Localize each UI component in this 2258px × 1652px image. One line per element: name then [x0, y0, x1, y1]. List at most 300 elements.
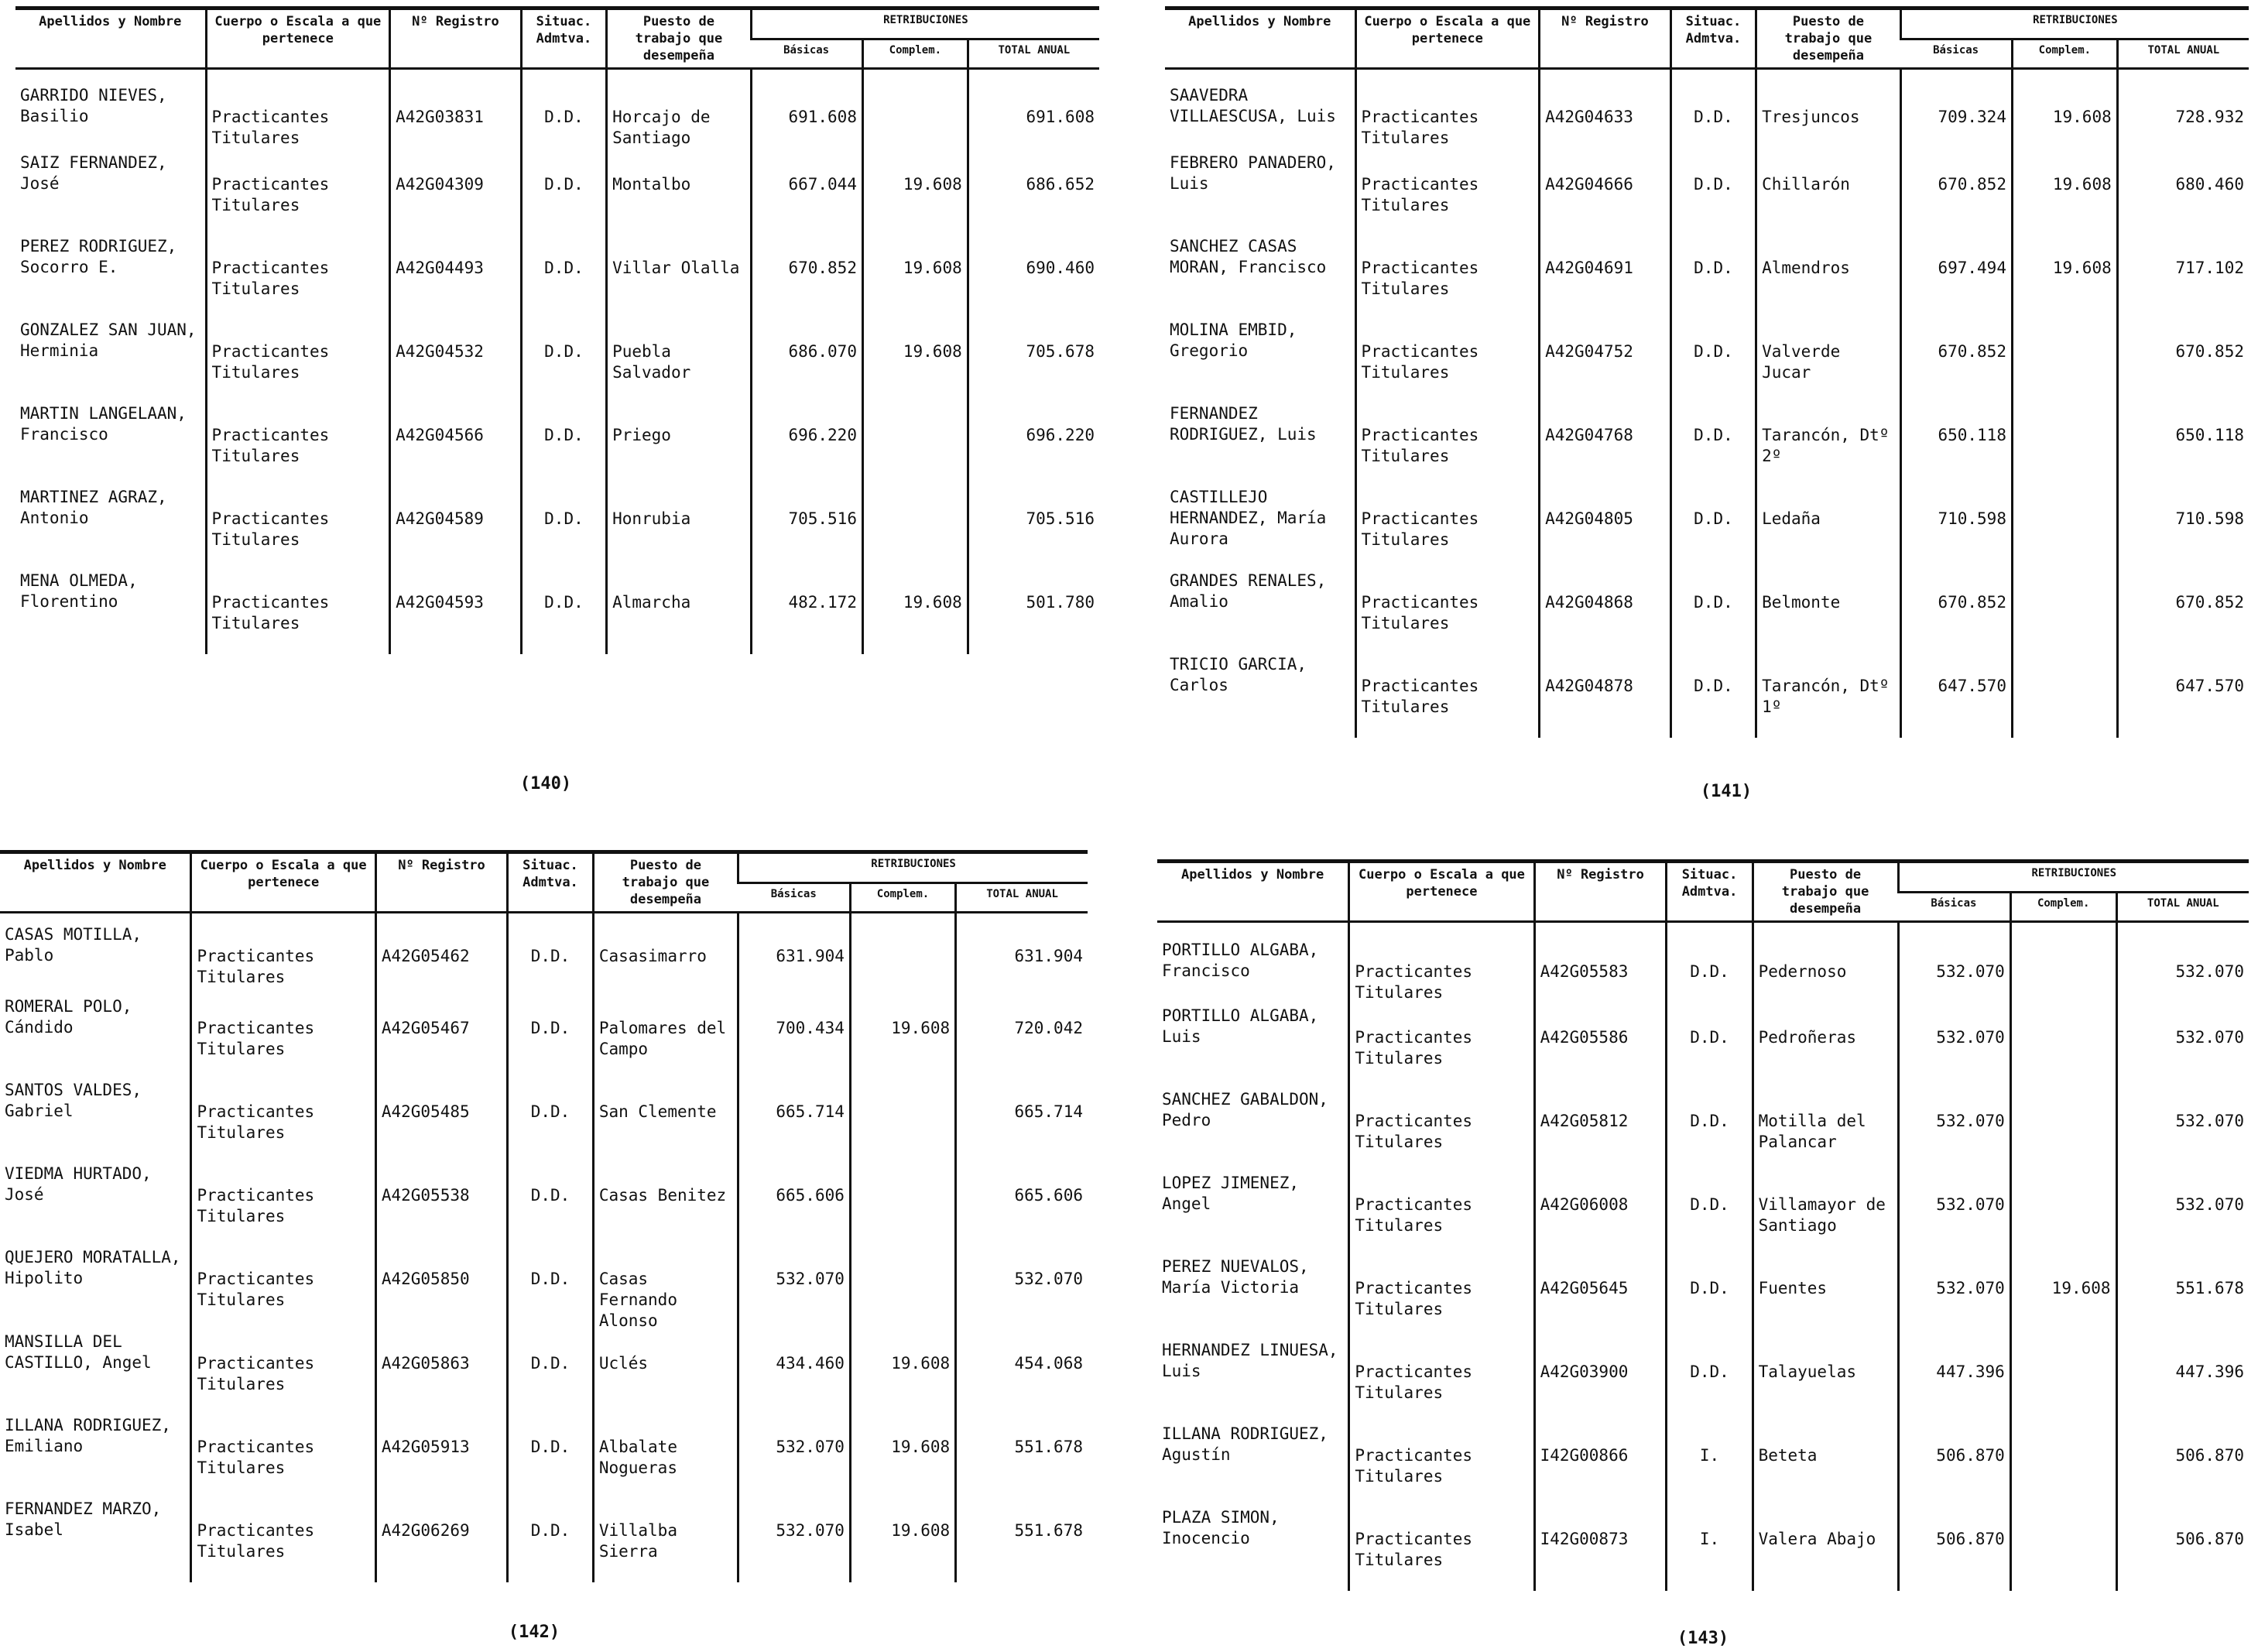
- cell-nombre: PEREZ RODRIGUEZ, Socorro E.: [20, 236, 177, 276]
- cell-situac: D.D.: [1667, 1173, 1753, 1256]
- cell-situac: D.D.: [521, 320, 606, 403]
- cell-registro: A42G05586: [1534, 1006, 1667, 1089]
- header-registro: Nº Registro: [1534, 862, 1667, 922]
- table-row: [15, 403, 1099, 487]
- cell-basicas: 696.220: [751, 403, 862, 487]
- cell-basicas: 691.608: [751, 69, 862, 153]
- cell-complem: 19.608: [862, 320, 968, 403]
- cell-cuerpo: Practicantes Titulares: [206, 571, 390, 654]
- cell-puesto: Honrubia: [607, 487, 752, 571]
- cell-situac: D.D.: [1670, 403, 1756, 487]
- cell-total: 705.678: [968, 320, 1099, 403]
- cell-complem: 19.608: [2012, 153, 2117, 236]
- header-cuerpo: Cuerpo o Escala a que pertenece: [1349, 862, 1534, 922]
- header-retribuciones: RETRIBUCIONES: [738, 852, 1088, 883]
- header-situac: Situac. Admtva.: [508, 852, 594, 913]
- cell-nombre: MANSILLA DEL CASTILLO, Angel: [5, 1332, 152, 1372]
- cell-cuerpo: Practicantes Titulares: [1355, 236, 1540, 320]
- cell-nombre: LOPEZ JIMENEZ, Angel: [1162, 1173, 1300, 1213]
- table-panel-141: [1165, 6, 2249, 715]
- cell-nombre: FERNANDEZ MARZO, Isabel: [5, 1499, 162, 1539]
- cell-registro: A42G03900: [1534, 1340, 1667, 1424]
- header-total: TOTAL ANUAL: [968, 39, 1099, 68]
- cell-complem: [2012, 487, 2117, 571]
- cell-basicas: 709.324: [1900, 69, 2012, 153]
- header-situac: Situac. Admtva.: [1670, 9, 1756, 69]
- cell-cuerpo: Practicantes Titulares: [1355, 487, 1540, 571]
- table-row: [1157, 1173, 2249, 1256]
- cell-registro: A42G04589: [390, 487, 522, 571]
- cell-basicas: 665.714: [738, 1080, 851, 1164]
- cell-situac: D.D.: [521, 69, 606, 153]
- cell-registro: A42G05850: [375, 1247, 507, 1332]
- cell-registro: A42G06269: [375, 1499, 507, 1582]
- cell-total: 532.070: [2116, 922, 2249, 1006]
- cell-nombre: PORTILLO ALGABA, Francisco: [1162, 941, 1319, 980]
- cell-nombre: MENA OLMEDA, Florentino: [20, 571, 138, 611]
- table-row: [15, 236, 1099, 320]
- cell-basicas: 670.852: [1900, 153, 2012, 236]
- cell-complem: 19.608: [2010, 1256, 2116, 1340]
- table-caption: (140): [519, 774, 572, 793]
- cell-puesto: Puebla Salvador: [607, 320, 752, 403]
- cell-total: 551.678: [2116, 1256, 2249, 1340]
- cell-total: 532.070: [956, 1247, 1088, 1332]
- cell-nombre: FEBRERO PANADERO, Luis: [1170, 153, 1336, 193]
- header-complem: Complem.: [850, 883, 955, 912]
- cell-basicas: 447.396: [1898, 1340, 2010, 1424]
- cell-basicas: 700.434: [738, 996, 851, 1080]
- cell-cuerpo: Practicantes Titulares: [1355, 403, 1540, 487]
- cell-total: 506.870: [2116, 1507, 2249, 1591]
- cell-situac: D.D.: [521, 236, 606, 320]
- cell-basicas: 670.852: [1900, 571, 2012, 654]
- header-puesto: Puesto de trabajo que desempeña: [1753, 862, 1898, 922]
- cell-nombre: MOLINA EMBID, Gregorio: [1170, 320, 1297, 360]
- cell-total: 551.678: [956, 1499, 1088, 1582]
- cell-registro: A42G05467: [375, 996, 507, 1080]
- cell-complem: 19.608: [862, 571, 968, 654]
- table-caption: (143): [1677, 1629, 1729, 1648]
- table-panel-140: [15, 6, 1099, 715]
- header-complem: Complem.: [862, 39, 968, 68]
- cell-nombre: SANCHEZ CASAS MORAN, Francisco: [1170, 236, 1327, 276]
- table-row: [1157, 1340, 2249, 1424]
- cell-registro: A42G04868: [1540, 571, 1671, 654]
- cell-complem: [2010, 1507, 2116, 1591]
- cell-puesto: Tarancón, Dtº 1º: [1756, 654, 1901, 738]
- table-row: [15, 487, 1099, 571]
- header-total: TOTAL ANUAL: [2117, 39, 2249, 68]
- cell-cuerpo: Practicantes Titulares: [1349, 1256, 1534, 1340]
- table-row: [1165, 571, 2249, 654]
- cell-nombre: CASAS MOTILLA, Pablo: [5, 925, 142, 965]
- cell-total: 720.042: [956, 996, 1088, 1080]
- cell-registro: A42G04493: [390, 236, 522, 320]
- cell-basicas: 647.570: [1900, 654, 2012, 738]
- table-panel-142: [0, 850, 1088, 1561]
- cell-puesto: Ledaña: [1756, 487, 1901, 571]
- cell-total: 647.570: [2117, 654, 2249, 738]
- cell-basicas: 670.852: [751, 236, 862, 320]
- cell-nombre: CASTILLEJO HERNANDEZ, María Aurora: [1170, 487, 1327, 548]
- header-situac: Situac. Admtva.: [521, 9, 606, 69]
- cell-basicas: 532.070: [1898, 922, 2010, 1006]
- cell-cuerpo: Practicantes Titulares: [206, 236, 390, 320]
- cell-situac: D.D.: [521, 487, 606, 571]
- cell-complem: [2010, 1089, 2116, 1173]
- cell-cuerpo: Practicantes Titulares: [1349, 922, 1534, 1006]
- table-row: [0, 996, 1088, 1080]
- cell-total: 705.516: [968, 487, 1099, 571]
- table-row: [1165, 236, 2249, 320]
- cell-situac: D.D.: [508, 1247, 594, 1332]
- cell-total: 691.608: [968, 69, 1099, 153]
- header-retribuciones: RETRIBUCIONES: [1898, 862, 2249, 893]
- table-row: [15, 320, 1099, 403]
- table-row: [15, 153, 1099, 236]
- cell-puesto: Almarcha: [607, 571, 752, 654]
- table-row: [1165, 403, 2249, 487]
- table-row: [1165, 153, 2249, 236]
- table-caption: (141): [1700, 782, 1753, 801]
- cell-complem: [2010, 922, 2116, 1006]
- table-row: [1165, 654, 2249, 738]
- cell-complem: [850, 1247, 955, 1332]
- table-row: [1157, 1006, 2249, 1089]
- cell-nombre: GONZALEZ SAN JUAN, Herminia: [20, 320, 197, 360]
- cell-situac: D.D.: [1667, 1006, 1753, 1089]
- cell-total: 532.070: [2116, 1173, 2249, 1256]
- header-nombre: Apellidos y Nombre: [0, 852, 191, 913]
- cell-cuerpo: Practicantes Titulares: [1355, 654, 1540, 738]
- header-puesto: Puesto de trabajo que desempeña: [607, 9, 752, 69]
- personnel-table: [0, 850, 1088, 1582]
- cell-complem: [862, 69, 968, 153]
- table-caption: (142): [508, 1623, 560, 1642]
- header-registro: Nº Registro: [390, 9, 522, 69]
- table-body: [15, 69, 1099, 654]
- table-row: [0, 1332, 1088, 1415]
- cell-puesto: Albalate Nogueras: [593, 1415, 738, 1499]
- table-row: [0, 1164, 1088, 1247]
- cell-situac: I.: [1667, 1424, 1753, 1507]
- cell-basicas: 506.870: [1898, 1507, 2010, 1591]
- cell-complem: [2012, 403, 2117, 487]
- table-row: [1157, 1256, 2249, 1340]
- table-body: [1157, 922, 2249, 1591]
- header-nombre: Apellidos y Nombre: [1165, 9, 1355, 69]
- cell-nombre: PLAZA SIMON, Inocencio: [1162, 1507, 1280, 1547]
- cell-total: 551.678: [956, 1415, 1088, 1499]
- cell-registro: A42G05645: [1534, 1256, 1667, 1340]
- cell-nombre: TRICIO GARCIA, Carlos: [1170, 654, 1307, 694]
- cell-total: 690.460: [968, 236, 1099, 320]
- cell-situac: I.: [1667, 1507, 1753, 1591]
- table-row: [1165, 487, 2249, 571]
- cell-registro: A42G05812: [1534, 1089, 1667, 1173]
- cell-basicas: 434.460: [738, 1332, 851, 1415]
- cell-total: 710.598: [2117, 487, 2249, 571]
- cell-complem: [850, 1164, 955, 1247]
- header-basicas: Básicas: [738, 883, 851, 912]
- cell-cuerpo: Practicantes Titulares: [1349, 1089, 1534, 1173]
- cell-puesto: Priego: [607, 403, 752, 487]
- cell-total: 670.852: [2117, 571, 2249, 654]
- cell-cuerpo: Practicantes Titulares: [191, 913, 375, 996]
- cell-complem: [862, 403, 968, 487]
- cell-cuerpo: Practicantes Titulares: [1355, 153, 1540, 236]
- cell-nombre: QUEJERO MORATALLA, Hipolito: [5, 1247, 181, 1287]
- cell-complem: [2010, 1424, 2116, 1507]
- table-row: [0, 1247, 1088, 1332]
- cell-nombre: GARRIDO NIEVES, Basilio: [20, 86, 167, 125]
- cell-total: 447.396: [2116, 1340, 2249, 1424]
- header-total: TOTAL ANUAL: [956, 883, 1088, 912]
- cell-basicas: 670.852: [1900, 320, 2012, 403]
- header-puesto: Puesto de trabajo que desempeña: [1756, 9, 1901, 69]
- cell-registro: A42G05538: [375, 1164, 507, 1247]
- cell-registro: A42G04752: [1540, 320, 1671, 403]
- cell-complem: [2010, 1340, 2116, 1424]
- table-body: [0, 913, 1088, 1582]
- table-row: [15, 69, 1099, 153]
- header-registro: Nº Registro: [375, 852, 507, 913]
- cell-basicas: 697.494: [1900, 236, 2012, 320]
- cell-nombre: SAAVEDRA VILLAESCUSA, Luis: [1170, 86, 1336, 125]
- header-nombre: Apellidos y Nombre: [15, 9, 206, 69]
- cell-registro: I42G00873: [1534, 1507, 1667, 1591]
- cell-situac: D.D.: [508, 1332, 594, 1415]
- cell-registro: A42G04878: [1540, 654, 1671, 738]
- cell-puesto: Palomares del Campo: [593, 996, 738, 1080]
- cell-situac: D.D.: [1670, 571, 1756, 654]
- cell-registro: A42G06008: [1534, 1173, 1667, 1256]
- cell-basicas: 665.606: [738, 1164, 851, 1247]
- cell-nombre: SAIZ FERNANDEZ, José: [20, 153, 167, 193]
- cell-basicas: 710.598: [1900, 487, 2012, 571]
- table-row: [1157, 1507, 2249, 1591]
- cell-complem: 19.608: [862, 236, 968, 320]
- cell-registro: A42G03831: [390, 69, 522, 153]
- cell-complem: 19.608: [862, 153, 968, 236]
- cell-puesto: Motilla del Palancar: [1753, 1089, 1898, 1173]
- cell-cuerpo: Practicantes Titulares: [1349, 1173, 1534, 1256]
- header-complem: Complem.: [2010, 892, 2116, 921]
- cell-complem: [2010, 1006, 2116, 1089]
- cell-registro: A42G04768: [1540, 403, 1671, 487]
- cell-cuerpo: Practicantes Titulares: [1349, 1424, 1534, 1507]
- table-body: [1165, 69, 2249, 738]
- cell-registro: A42G04633: [1540, 69, 1671, 153]
- cell-basicas: 532.070: [1898, 1089, 2010, 1173]
- cell-basicas: 532.070: [738, 1247, 851, 1332]
- cell-basicas: 705.516: [751, 487, 862, 571]
- cell-cuerpo: Practicantes Titulares: [1355, 69, 1540, 153]
- cell-nombre: SANCHEZ GABALDON, Pedro: [1162, 1089, 1328, 1129]
- cell-cuerpo: Practicantes Titulares: [191, 996, 375, 1080]
- cell-total: 501.780: [968, 571, 1099, 654]
- cell-puesto: Villamayor de Santiago: [1753, 1173, 1898, 1256]
- cell-situac: D.D.: [508, 1415, 594, 1499]
- table-panel-143: [1157, 859, 2249, 1569]
- table-row: [15, 571, 1099, 654]
- cell-total: 717.102: [2117, 236, 2249, 320]
- cell-cuerpo: Practicantes Titulares: [1355, 320, 1540, 403]
- table-row: [0, 1415, 1088, 1499]
- cell-puesto: Fuentes: [1753, 1256, 1898, 1340]
- cell-basicas: 482.172: [751, 571, 862, 654]
- cell-situac: D.D.: [508, 913, 594, 996]
- cell-nombre: SANTOS VALDES, Gabriel: [5, 1080, 142, 1120]
- cell-puesto: Villalba Sierra: [593, 1499, 738, 1582]
- cell-registro: A42G05485: [375, 1080, 507, 1164]
- personnel-table: [1165, 6, 2249, 738]
- header-basicas: Básicas: [1900, 39, 2012, 68]
- header-basicas: Básicas: [1898, 892, 2010, 921]
- cell-complem: [862, 487, 968, 571]
- cell-registro: A42G05913: [375, 1415, 507, 1499]
- cell-puesto: Horcajo de Santiago: [607, 69, 752, 153]
- cell-complem: [2012, 320, 2117, 403]
- cell-registro: A42G04593: [390, 571, 522, 654]
- cell-total: 686.652: [968, 153, 1099, 236]
- cell-registro: A42G05462: [375, 913, 507, 996]
- table-row: [1165, 320, 2249, 403]
- cell-situac: D.D.: [508, 1499, 594, 1582]
- cell-total: 532.070: [2116, 1006, 2249, 1089]
- table-row: [1157, 1089, 2249, 1173]
- cell-nombre: ROMERAL POLO, Cándido: [5, 996, 132, 1037]
- cell-puesto: Valverde Jucar: [1756, 320, 1901, 403]
- cell-total: 631.904: [956, 913, 1088, 996]
- table-row: [1157, 922, 2249, 1006]
- cell-puesto: Almendros: [1756, 236, 1901, 320]
- cell-basicas: 532.070: [1898, 1256, 2010, 1340]
- table-row: [1165, 69, 2249, 153]
- cell-situac: D.D.: [1667, 1089, 1753, 1173]
- header-nombre: Apellidos y Nombre: [1157, 862, 1349, 922]
- cell-complem: 19.608: [850, 996, 955, 1080]
- cell-basicas: 667.044: [751, 153, 862, 236]
- cell-puesto: Valera Abajo: [1753, 1507, 1898, 1591]
- cell-puesto: Casas Fernando Alonso: [593, 1247, 738, 1332]
- header-total: TOTAL ANUAL: [2116, 892, 2249, 921]
- cell-nombre: GRANDES RENALES, Amalio: [1170, 571, 1327, 611]
- cell-complem: [2010, 1173, 2116, 1256]
- cell-situac: D.D.: [1670, 236, 1756, 320]
- header-complem: Complem.: [2012, 39, 2117, 68]
- cell-complem: 19.608: [2012, 236, 2117, 320]
- cell-total: 532.070: [2116, 1089, 2249, 1173]
- cell-situac: D.D.: [521, 153, 606, 236]
- cell-basicas: 532.070: [738, 1415, 851, 1499]
- cell-cuerpo: Practicantes Titulares: [191, 1415, 375, 1499]
- table-row: [1157, 1424, 2249, 1507]
- cell-basicas: 532.070: [738, 1499, 851, 1582]
- cell-complem: 19.608: [850, 1332, 955, 1415]
- cell-situac: D.D.: [508, 1164, 594, 1247]
- cell-basicas: 650.118: [1900, 403, 2012, 487]
- cell-puesto: Pedroñeras: [1753, 1006, 1898, 1089]
- cell-registro: I42G00866: [1534, 1424, 1667, 1507]
- cell-situac: D.D.: [1667, 922, 1753, 1006]
- cell-cuerpo: Practicantes Titulares: [206, 403, 390, 487]
- cell-situac: D.D.: [508, 1080, 594, 1164]
- header-basicas: Básicas: [751, 39, 862, 68]
- cell-cuerpo: Practicantes Titulares: [206, 153, 390, 236]
- cell-puesto: Villar Olalla: [607, 236, 752, 320]
- cell-puesto: San Clemente: [593, 1080, 738, 1164]
- cell-puesto: Beteta: [1753, 1424, 1898, 1507]
- cell-situac: D.D.: [1667, 1340, 1753, 1424]
- cell-cuerpo: Practicantes Titulares: [191, 1332, 375, 1415]
- cell-nombre: ILLANA RODRIGUEZ, Agustín: [1162, 1424, 1328, 1464]
- cell-nombre: PEREZ NUEVALOS, María Victoria: [1162, 1256, 1309, 1297]
- cell-cuerpo: Practicantes Titulares: [1349, 1006, 1534, 1089]
- cell-complem: [850, 913, 955, 996]
- cell-registro: A42G04666: [1540, 153, 1671, 236]
- cell-cuerpo: Practicantes Titulares: [191, 1164, 375, 1247]
- cell-basicas: 506.870: [1898, 1424, 2010, 1507]
- table-row: [0, 1080, 1088, 1164]
- cell-cuerpo: Practicantes Titulares: [206, 487, 390, 571]
- cell-cuerpo: Practicantes Titulares: [191, 1499, 375, 1582]
- cell-situac: D.D.: [1670, 69, 1756, 153]
- cell-puesto: Montalbo: [607, 153, 752, 236]
- cell-situac: D.D.: [1667, 1256, 1753, 1340]
- header-cuerpo: Cuerpo o Escala a que pertenece: [206, 9, 390, 69]
- cell-total: 650.118: [2117, 403, 2249, 487]
- cell-cuerpo: Practicantes Titulares: [206, 69, 390, 153]
- cell-situac: D.D.: [1670, 654, 1756, 738]
- cell-complem: [2012, 654, 2117, 738]
- cell-complem: [850, 1080, 955, 1164]
- table-row: [0, 1499, 1088, 1582]
- header-cuerpo: Cuerpo o Escala a que pertenece: [191, 852, 375, 913]
- header-retribuciones: RETRIBUCIONES: [751, 9, 1099, 39]
- cell-puesto: Casas Benitez: [593, 1164, 738, 1247]
- cell-total: 680.460: [2117, 153, 2249, 236]
- cell-nombre: PORTILLO ALGABA, Luis: [1162, 1006, 1319, 1046]
- header-cuerpo: Cuerpo o Escala a que pertenece: [1355, 9, 1540, 69]
- cell-total: 665.714: [956, 1080, 1088, 1164]
- cell-nombre: FERNANDEZ RODRIGUEZ, Luis: [1170, 403, 1317, 444]
- cell-registro: A42G04566: [390, 403, 522, 487]
- cell-nombre: MARTIN LANGELAAN, Francisco: [20, 403, 187, 444]
- cell-total: 454.068: [956, 1332, 1088, 1415]
- cell-situac: D.D.: [508, 996, 594, 1080]
- cell-total: 670.852: [2117, 320, 2249, 403]
- cell-registro: A42G05583: [1534, 922, 1667, 1006]
- cell-puesto: Uclés: [593, 1332, 738, 1415]
- header-retribuciones: RETRIBUCIONES: [1900, 9, 2249, 39]
- cell-cuerpo: Practicantes Titulares: [206, 320, 390, 403]
- cell-complem: 19.608: [850, 1499, 955, 1582]
- cell-cuerpo: Practicantes Titulares: [191, 1247, 375, 1332]
- cell-puesto: Tarancón, Dtº 2º: [1756, 403, 1901, 487]
- header-puesto: Puesto de trabajo que desempeña: [593, 852, 738, 913]
- cell-situac: D.D.: [1670, 487, 1756, 571]
- cell-puesto: Casasimarro: [593, 913, 738, 996]
- personnel-table: [1157, 859, 2249, 1591]
- cell-total: 665.606: [956, 1164, 1088, 1247]
- cell-complem: [2012, 571, 2117, 654]
- cell-basicas: 532.070: [1898, 1173, 2010, 1256]
- cell-situac: D.D.: [521, 403, 606, 487]
- cell-situac: D.D.: [1670, 320, 1756, 403]
- cell-complem: 19.608: [850, 1415, 955, 1499]
